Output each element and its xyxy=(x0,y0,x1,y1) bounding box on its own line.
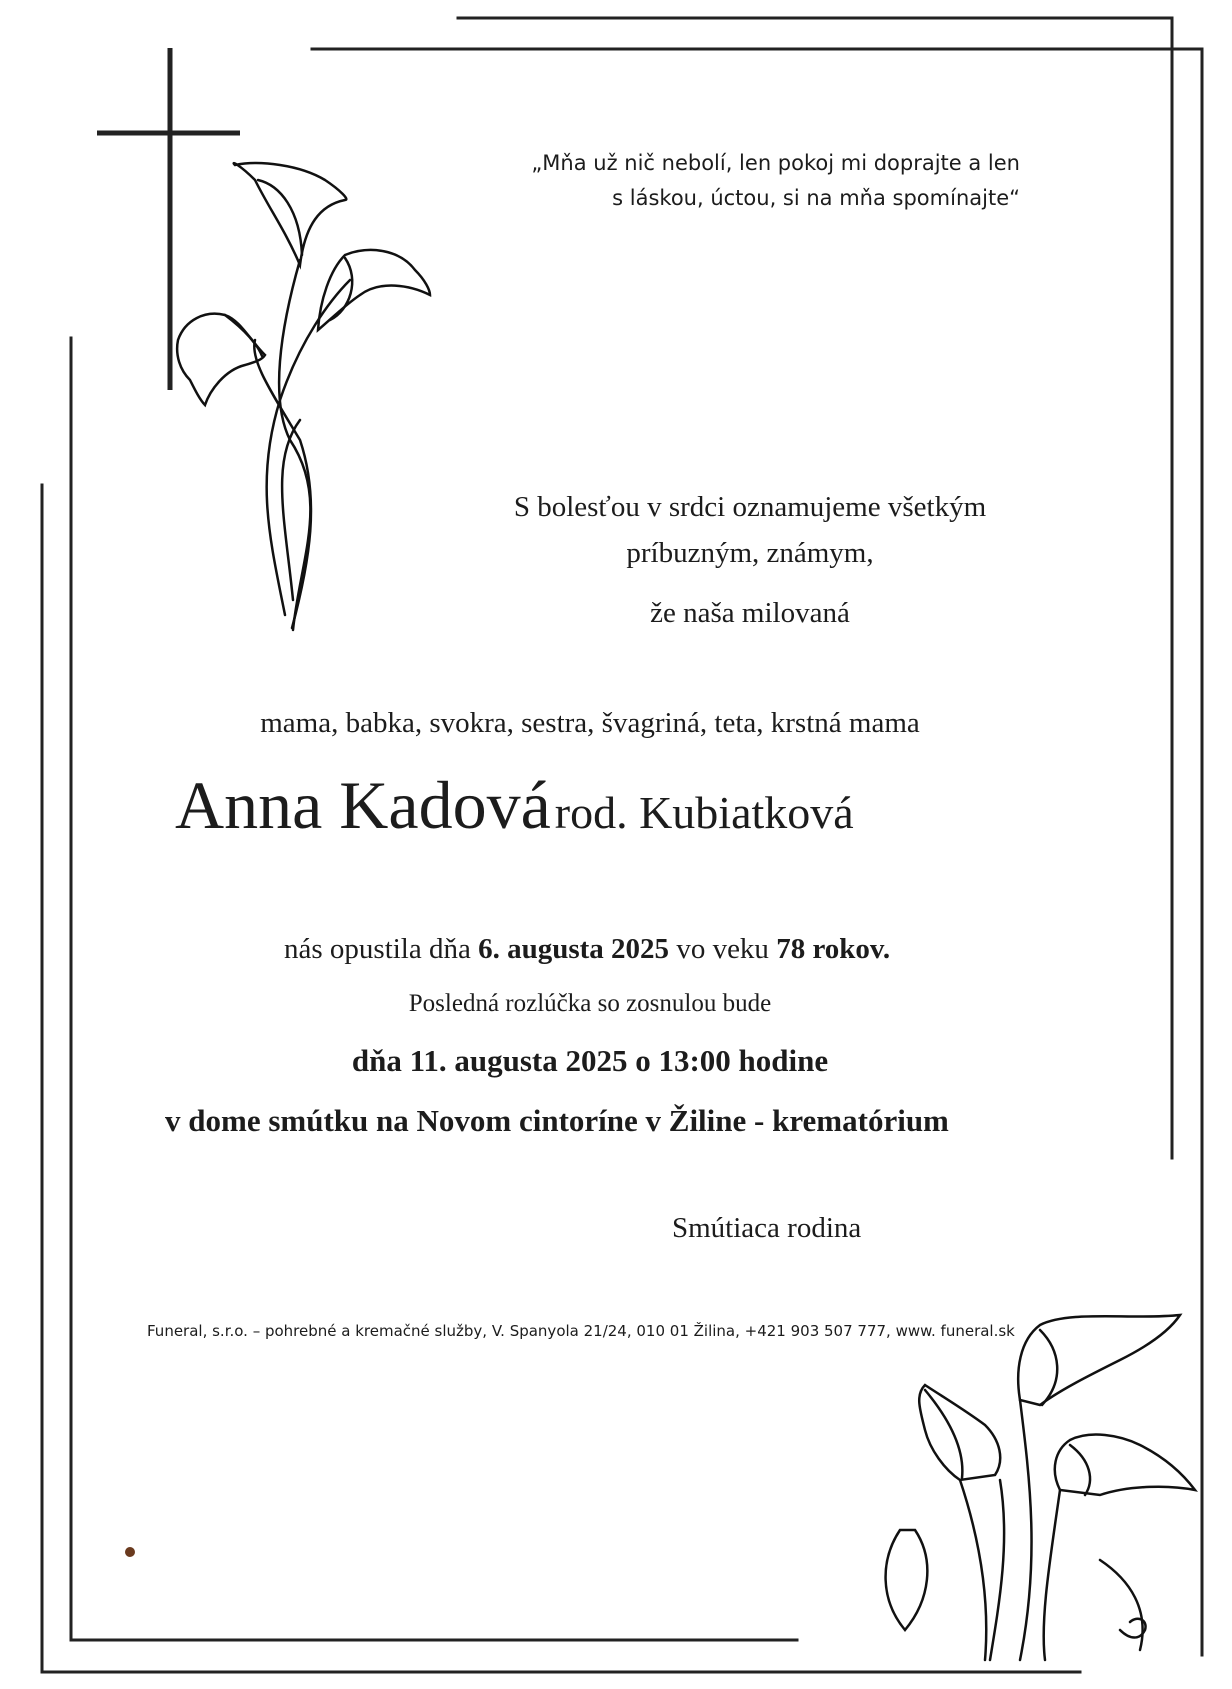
announcement-line-3: že naša milovaná xyxy=(650,597,850,629)
death-date: 6. augusta 2025 xyxy=(478,933,670,965)
quote xyxy=(531,146,1020,216)
ink-spot xyxy=(125,1547,135,1557)
quote-line-2: s láskou, úctou, si na mňa spomínajte“ xyxy=(612,186,1020,210)
border-line-left-inner xyxy=(71,338,797,1640)
death-line xyxy=(284,933,890,966)
border-line-top-inner xyxy=(312,49,1202,1655)
deceased-name xyxy=(175,766,854,845)
deceased-full-name: Anna Kadová xyxy=(175,767,551,843)
deceased-maiden-name: rod. Kubiatková xyxy=(554,787,854,838)
farewell-intro: Posledná rozlúčka so zosnulou bude xyxy=(408,990,772,1017)
death-middle: vo veku xyxy=(676,933,769,965)
death-age: 78 rokov. xyxy=(776,933,891,965)
farewell-datetime: dňa 11. augusta 2025 o 13:00 hodine xyxy=(351,1043,829,1078)
announcement-line-2: príbuzným, známym, xyxy=(626,537,874,569)
death-prefix: nás opustila dňa xyxy=(284,933,471,965)
quote-line-1: „Mňa už nič nebolí, len pokoj mi doprajte a len xyxy=(531,151,1020,175)
relations-line: mama, babka, svokra, sestra, švagriná, teta, krstná mama xyxy=(260,707,920,739)
farewell-place: v dome smútku na Novom cintoríne v Žiline - krematórium xyxy=(165,1103,949,1138)
calla-lily-corner-icon xyxy=(886,1315,1195,1660)
calla-lily-bouquet-icon xyxy=(177,163,430,630)
signature: Smútiaca rodina xyxy=(672,1212,862,1244)
announcement-line-1: S bolesťou v srdci oznamujeme všetkým xyxy=(513,491,987,523)
cross-icon xyxy=(97,48,240,390)
footer-contact: Funeral, s.r.o. – pohrebné a kremačné služby, V. Spanyola 21/24, 010 01 Žilina, +421 903 507 777, www. funeral.sk xyxy=(147,1322,1015,1340)
